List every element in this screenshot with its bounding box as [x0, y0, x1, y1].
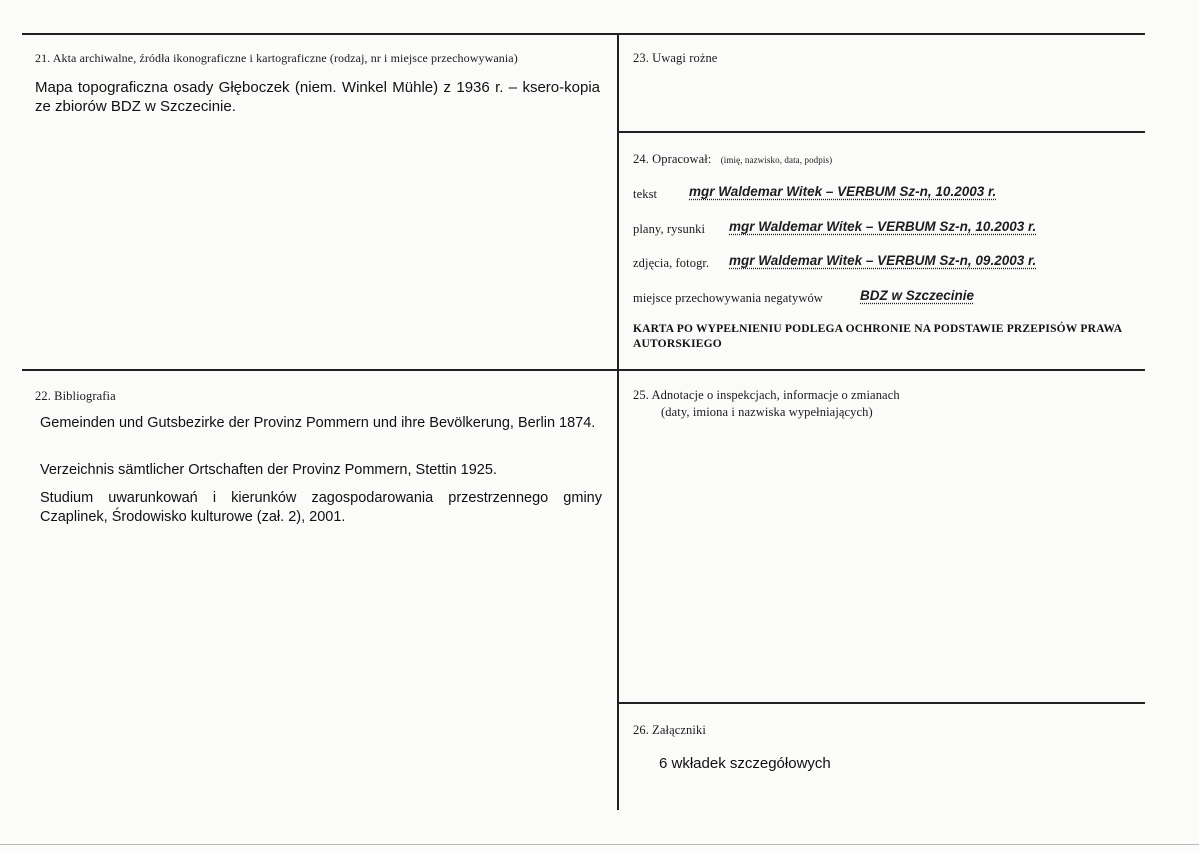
plany-label: plany, rysunki [633, 222, 706, 236]
center-divider [617, 33, 619, 810]
attachments-text: 6 wkładek szczegółowych [659, 755, 831, 772]
section-24-title: 24. Opracował: [633, 152, 712, 166]
zdjecia-author: mgr Waldemar Witek – VERBUM Sz-n, 09.2003 r. [729, 253, 1037, 268]
section-23-24-divider [617, 131, 1145, 133]
section-26-label: 26. Załączniki [633, 723, 706, 737]
section-21-label: 21. Akta archiwalne, źródła ikonograficzne i kartograficzne (rodzaj, nr i miejsce przechowywania) [35, 51, 518, 65]
bottom-edge-line [0, 844, 1199, 845]
section-21-text: Mapa topograficzna osady Głęboczek (niem. Winkel Mühle) z 1936 r. – ksero-kopia ze zbiorów BDZ w Szczecinie. [35, 79, 600, 115]
negatives-location: BDZ w Szczecinie [860, 288, 975, 303]
negatives-label: miejsce przechowywania negatywów [633, 291, 823, 305]
section-23-label: 23. Uwagi rożne [633, 51, 718, 65]
row-divider-left [22, 369, 619, 371]
section-24-label [633, 152, 832, 167]
bibliography-entry: Studium uwarunkowań i kierunków zagospodarowania przestrzennego gminy Czaplinek, Środowisko kulturowe (zał. 2), 2001. [40, 490, 602, 525]
section-25-sublabel: (daty, imiona i nazwiska wypełniających) [661, 405, 873, 419]
section-22-label: 22. Bibliografia [35, 389, 116, 403]
plany-author: mgr Waldemar Witek – VERBUM Sz-n, 10.2003 r. [729, 219, 1037, 234]
tekst-label: tekst [633, 187, 658, 201]
bibliography-entry: Gemeinden und Gutsbezirke der Provinz Pommern und ihre Bevölkerung, Berlin 1874. [40, 415, 596, 431]
top-border-line [22, 33, 1145, 35]
row-divider-right [617, 369, 1145, 371]
tekst-author: mgr Waldemar Witek – VERBUM Sz-n, 10.2003 r. [689, 184, 997, 199]
section-24-note: (imię, nazwisko, data, podpis) [720, 155, 833, 165]
zdjecia-label: zdjęcia, fotogr. [633, 256, 710, 270]
copyright-notice: KARTA PO WYPEŁNIENIU PODLEGA OCHRONIE NA PODSTAWIE PRZEPISÓW PRAWA AUTORSKIEGO [633, 323, 1122, 350]
section-25-26-divider [617, 702, 1145, 704]
bibliography-entry: Verzeichnis sämtlicher Ortschaften der Provinz Pommern, Stettin 1925. [40, 462, 497, 478]
section-25-label: 25. Adnotacje o inspekcjach, informacje o zmianach [633, 388, 900, 402]
